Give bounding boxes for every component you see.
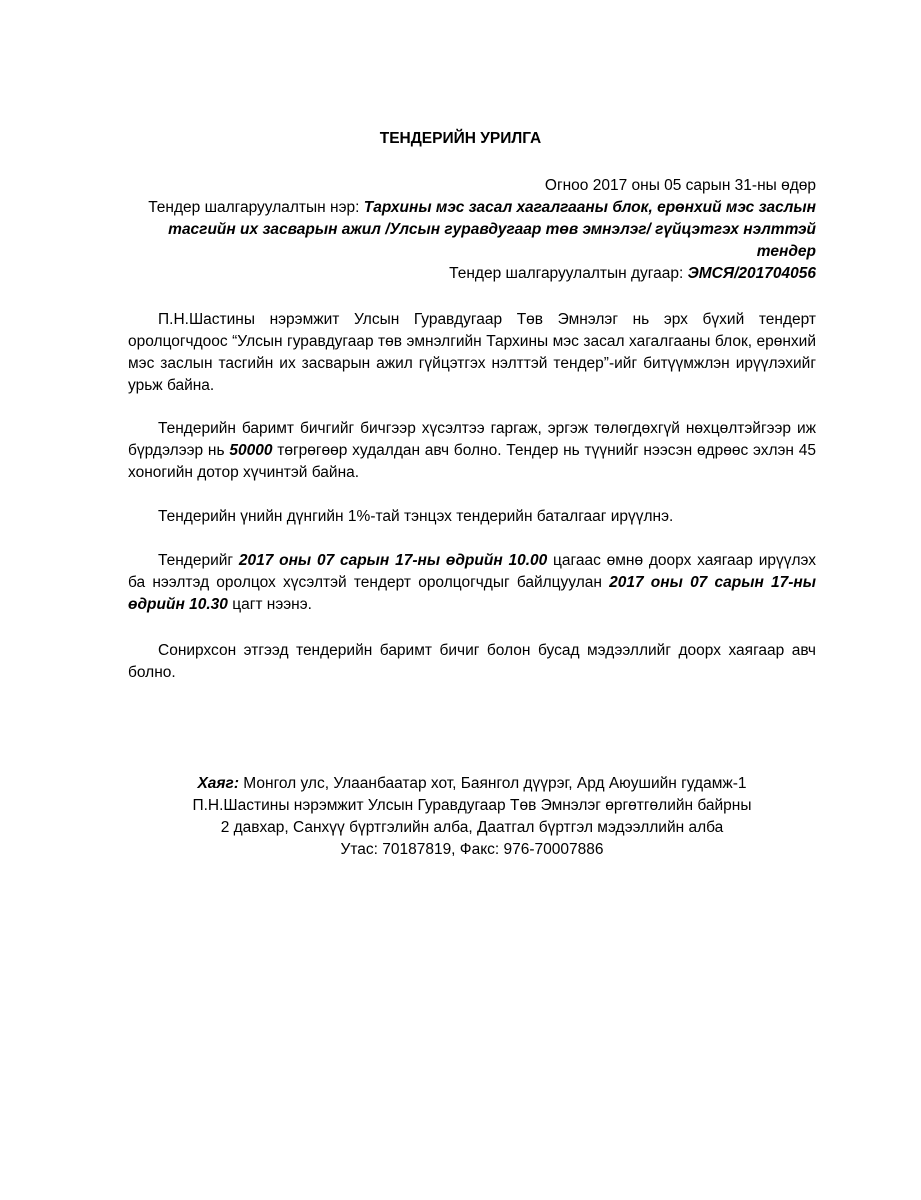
submission-deadline: 2017 оны 07 сарын 17-ны өдрийн 10.00 xyxy=(238,552,548,569)
paragraph-documents xyxy=(128,418,816,484)
paragraph-documents-text-1: Тендерийн баримт бичгийг бичгээр хүсэлтээ гаргаж, эргэж төлөгдөхгүй нөхцөлтэйгээр иж бүрдэлээр нь xyxy=(128,420,816,459)
paragraph-deadline-text-2: цагаас өмнө доорх хаягаар ирүүлэх ба нээлтэд оролцох хүсэлтэй тендерт оролцогчдыг байлцуулан xyxy=(128,552,817,591)
paragraph-contact: Сонирхсон этгээд тендерийн баримт бичиг болон бусад мэдээллийг доорх хаягаар авч болно. xyxy=(128,642,816,681)
paragraph-invitation: П.Н.Шастины нэрэмжит Улсын Гуравдугаар Төв Эмнэлэг нь эрх бүхий тендерт оролцогчдоос “Улсын гуравдугаар төв эмнэлгийн Тархины мэс засал хагалгааны блок, ерөнхий мэс заслын тасгийн их засварын ажил гүйцэтгэх нэлттэй тендер”-ийг битүүмжлэн ирүүлэхийг урьж байна. xyxy=(128,311,816,394)
tender-name xyxy=(128,197,816,263)
tender-name-label: Тендер шалгаруулалтын нэр: xyxy=(148,199,364,216)
address-line-1 xyxy=(118,773,826,795)
tender-date: Огноо 2017 оны 05 сарын 31-ны өдөр xyxy=(544,177,816,194)
address-phone-fax: Утас: 70187819, Факс: 976-70007886 xyxy=(340,841,604,858)
tender-name-value: Тархины мэс засал хагалгааны блок, ерөнхий мэс заслын тасгийн их засварын ажил /Улсын гуравдугаар төв эмнэлэг/ гүйцэтгэх нэлттэй тендер xyxy=(168,199,816,260)
paragraph-deadline-text-1: Тендерийг xyxy=(158,552,239,569)
address-block xyxy=(118,773,826,861)
tender-number-value: ЭМСЯ/201704056 xyxy=(687,265,816,282)
tender-number-label: Тендер шалгаруулалтын дугаар: xyxy=(449,265,688,282)
address-line-1-text: Монгол улс, Улаанбаатар хот, Баянгол дүүрэг, Ард Аюушийн гудамж-1 xyxy=(239,775,747,792)
address-label: Хаяг: xyxy=(197,775,239,792)
document-title: ТЕНДЕРИЙН УРИЛГА xyxy=(379,130,542,147)
paragraph-documents-text-2: төгрөгөөр худалдан авч болно. Тендер нь түүнийг нээсэн өдрөөс эхлэн 45 хоногийн дотор хүчинтэй байна. xyxy=(128,442,816,481)
opening-time: 2017 оны 07 сарын 17-ны өдрийн 10.30 xyxy=(128,574,816,613)
document-price: 50000 xyxy=(229,442,273,459)
address-line-3: 2 давхар, Санхүү бүртгэлийн алба, Даатгал бүртгэл мэдээллийн алба xyxy=(220,819,724,836)
paragraph-guarantee: Тендерийн үнийн дүнгийн 1%-тай тэнцэх тендерийн баталгааг ирүүлнэ. xyxy=(158,508,674,525)
tender-number xyxy=(128,263,816,285)
address-line-2: П.Н.Шастины нэрэмжит Улсын Гуравдугаар Төв Эмнэлэг өргөтгөлийн байрны xyxy=(192,797,752,814)
paragraph-deadline-text-3: цагт нээнэ. xyxy=(227,596,312,613)
paragraph-deadline xyxy=(128,550,816,616)
